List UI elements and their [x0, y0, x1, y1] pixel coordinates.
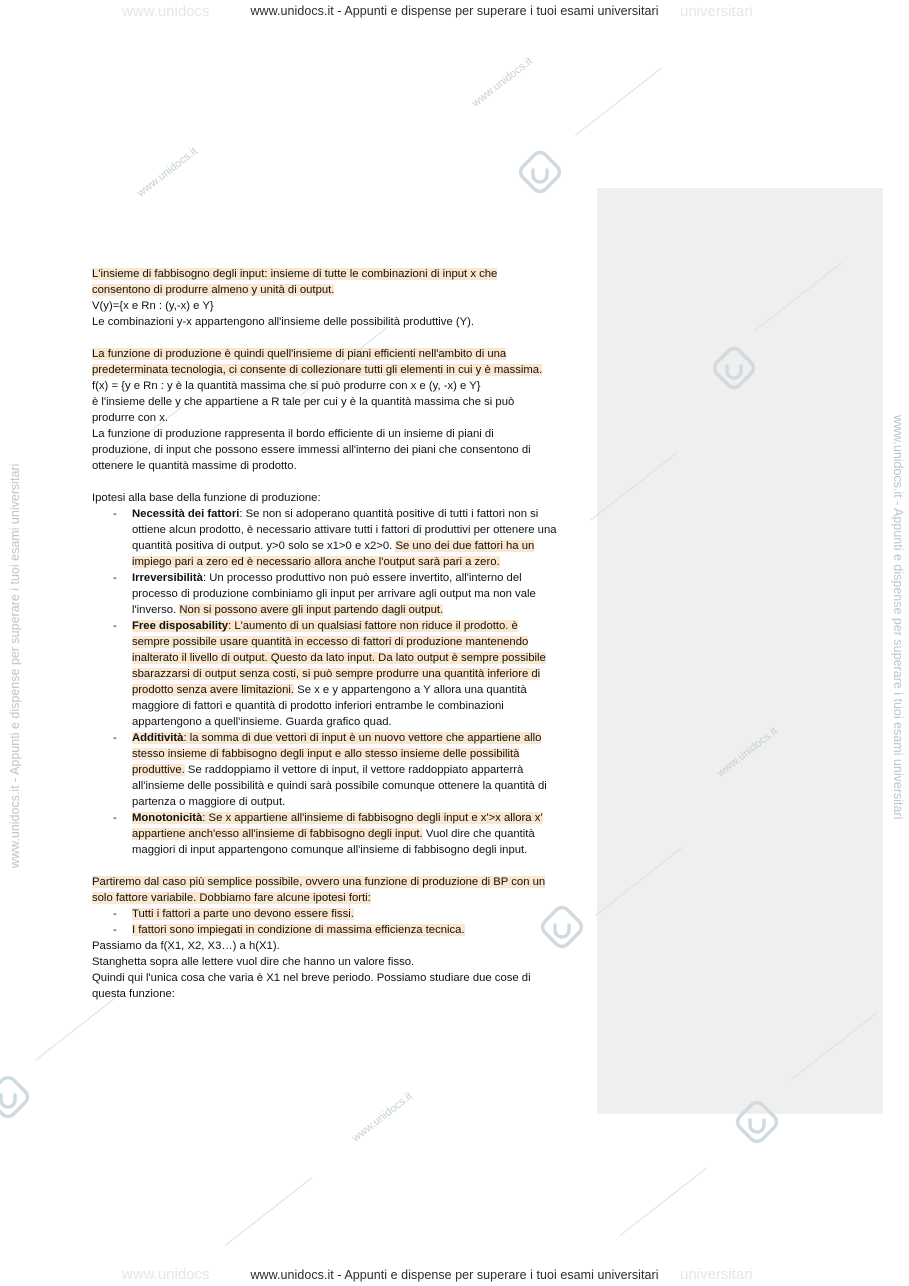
watermark-faded-head: www.unidocs	[122, 1266, 210, 1283]
hypotheses-list	[92, 506, 592, 858]
watermark-text: www.unidocs.it	[350, 1090, 415, 1145]
list-item: - Monotonicità: Se x appartiene all'insieme di fabbisogno degli input e x'>x allora x' appartiene anch'esso all'insieme di fabbisogno degli input. Vuol dire che quantità maggiori di input appartengono comunque all'insieme di fabbisogno degli input.	[92, 810, 592, 858]
document-body	[92, 266, 592, 1002]
list-item: - I fattori sono impiegati in condizione di massima efficienza tecnica.	[92, 922, 592, 938]
watermark-line	[575, 67, 662, 136]
list-item: - Free disposability: L'aumento di un qualsiasi fattore non riduce il prodotto. è sempre possibile usare quantità in eccesso di fattori di produzione mantenendo inalterato il livello di output. Questo da lato input. Da lato output è sempre possibile sbarazzarsi di output senza costi, si può sempre produrre una quantità inferiore di prodotto senza avere limitazioni. Se x e y appartengono a Y allora una quantità maggiore di fattori e quantità di prodotto inferiori entrambe le combinazioni appartengono a quell'insieme. Guarda grafico quad.	[92, 618, 592, 730]
paragraph-line: La funzione di produzione rappresenta il bordo efficiente di un insieme di piani di	[92, 428, 494, 440]
paragraph-line: Quindi qui l'unica cosa che varia è X1 nel breve periodo. Possiamo studiare due cose di	[92, 972, 531, 984]
unidocs-logo-icon	[0, 1075, 30, 1119]
paragraph-line: ottenere le quantità massime di prodotto.	[92, 460, 297, 472]
list-item: - Additività: la somma di due vettori di input è un nuovo vettore che appartiene allo stesso insieme di fabbisogno degli input e allo stesso insieme delle possibilità produttive. Se raddoppiamo il vettore di input, il vettore raddoppiato apparterrà all'insieme delle possibilità e quindi sarà possibile comunque ottenere la quantità di partenza o maggiore di output.	[92, 730, 592, 810]
watermark-vertical-right: www.unidocs.it - Appunti e dispense per superare i tuoi esami universitari	[891, 415, 905, 820]
paragraph-line: predeterminata tecnologia, ci consente di collezionare tutti gli elementi in cui y è massima.	[92, 364, 543, 376]
watermark-line	[225, 1177, 312, 1246]
list-intro: Ipotesi alla base della funzione di produzione:	[92, 492, 321, 504]
watermark-text: www.unidocs.it	[470, 55, 535, 110]
paragraph-line: Passiamo da f(X1, X2, X3…) a h(X1).	[92, 940, 280, 952]
page-footer: www.unidocs.it - Appunti e dispense per superare i tuoi esami universitari	[250, 1268, 659, 1282]
page-header: www.unidocs.it - Appunti e dispense per superare i tuoi esami universitari	[250, 4, 659, 18]
paragraph-line: f(x) = {y e Rn : y è la quantità massima che si può produrre con x e (y, -x) e Y}	[92, 380, 481, 392]
paragraph-line: produrre con x.	[92, 412, 168, 424]
list-item: - Tutti i fattori a parte uno devono essere fissi.	[92, 906, 592, 922]
side-panel	[597, 188, 883, 1114]
watermark-faded-tail: universitari	[680, 1266, 753, 1283]
assumptions-list	[92, 906, 592, 938]
list-item: - Necessità dei fattori: Se non si adoperano quantità positive di tutti i fattori non si ottiene alcun prodotto, è necessario attivare tutti i fattori di produttivi per ottenere una quantità positiva di output. y>0 solo se x1>0 e x2>0. Se uno dei due fattori ha un impiego pari a zero ed è necessario allora anche l'output sarà pari a zero.	[92, 506, 592, 570]
unidocs-logo-icon	[712, 346, 756, 390]
watermark-faded-tail: universitari	[680, 3, 753, 20]
watermark-text: www.unidocs.it	[135, 145, 200, 200]
paragraph-line: V(y)={x e Rn : (y,-x) e Y}	[92, 300, 214, 312]
paragraph-line: questa funzione:	[92, 988, 175, 1000]
paragraph-line: Le combinazioni y-x appartengono all'insieme delle possibilità produttive (Y).	[92, 316, 475, 328]
paragraph-line: produzione, di input che possono essere immessi all'interno dei piani che consentono di	[92, 444, 531, 456]
watermark-line	[620, 1167, 707, 1236]
list-item: - Irreversibilità: Un processo produttivo non può essere invertito, all'interno del processo di produzione combiniamo gli input per arrivare agli output ma non vale l'inverso. Non si possono avere gli input partendo dagli output.	[92, 570, 592, 618]
paragraph-line: è l'insieme delle y che appartiene a R tale per cui y è la quantità massima che si può	[92, 396, 515, 408]
paragraph-line: Stanghetta sopra alle lettere vuol dire che hanno un valore fisso.	[92, 956, 415, 968]
unidocs-logo-icon	[735, 1100, 779, 1144]
watermark-faded-head: www.unidocs	[122, 3, 210, 20]
unidocs-logo-icon	[518, 150, 562, 194]
watermark-line	[35, 992, 122, 1061]
paragraph-line: consentono di produrre almeno y unità di output.	[92, 284, 335, 296]
watermark-text: www.unidocs.it	[715, 725, 780, 780]
paragraph-line: La funzione di produzione è quindi quell'insieme di piani efficienti nell'ambito di una	[92, 348, 507, 360]
paragraph-line: L'insieme di fabbisogno degli input: insieme di tutte le combinazioni di input x che	[92, 268, 498, 280]
watermark-vertical-left: www.unidocs.it - Appunti e dispense per superare i tuoi esami universitari	[8, 463, 22, 868]
paragraph-line: Partiremo dal caso più semplice possibile, ovvero una funzione di produzione di BP con un	[92, 876, 546, 888]
paragraph-line: solo fattore variabile. Dobbiamo fare alcune ipotesi forti:	[92, 892, 371, 904]
